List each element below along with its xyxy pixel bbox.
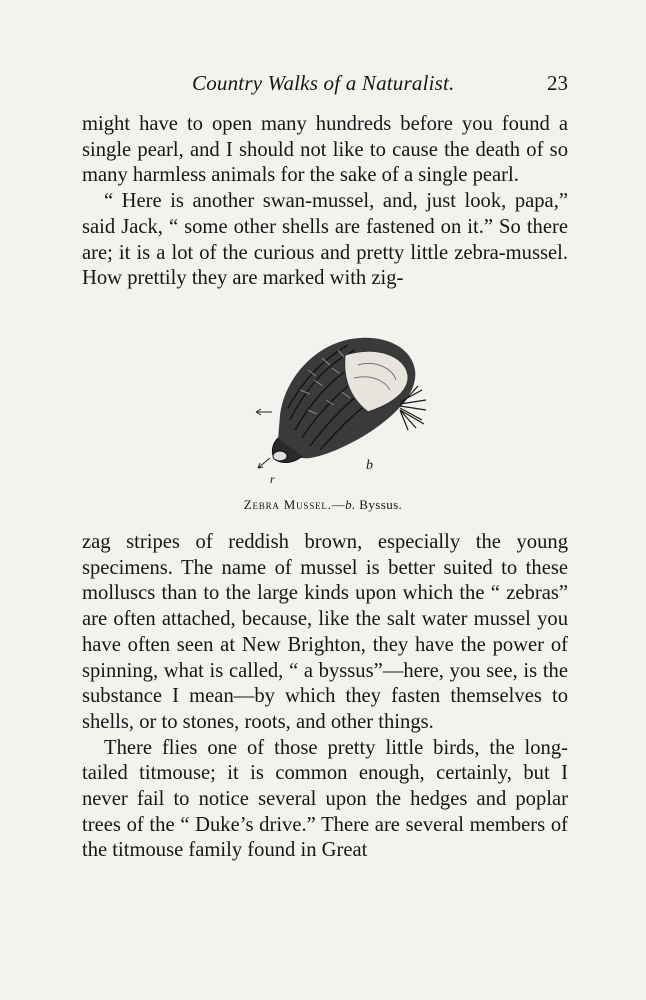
page-number: 23 <box>547 71 568 95</box>
caption-letter: b. <box>345 497 356 512</box>
running-title: Country Walks of a Naturalist. <box>192 71 455 95</box>
paragraph-titmouse: There flies one of those pretty little birds, the long-tailed titmouse; it is common enough, certainly, but I never fail to notice several upon the hedges and poplar trees of the “ Duke’s drive.” There are several members of the titmouse family found in Great <box>82 736 568 862</box>
caption-description: Byssus. <box>355 497 403 512</box>
running-header <box>82 71 568 101</box>
figure-caption <box>0 497 646 513</box>
paragraph-swan-mussel: “ Here is another swan-mussel, and, just look, papa,” said Jack, “ some other shells are fastened on it.” So there are; it is a lot of the curious and pretty little zebra-mussel. How prettily they are marked with zig- <box>82 190 568 290</box>
figure-label-r: r <box>270 472 275 486</box>
paragraph-zebra-stripes: zag stripes of reddish brown, especially the young specimens. The name of mussel is better suited to these molluscs than to the large kinds upon which the “ zebras” are often attached, because, like the salt water mussel you have often seen at New Brighton, they have the power of spinning, what is called, “ a byssus”—here, you see, is the substance I mean—by which they fasten themselves to shells, or to stones, roots, and other things. <box>82 531 568 733</box>
caption-dash: — <box>331 497 346 512</box>
body-text-bottom <box>82 530 568 864</box>
paragraph-continued: might have to open many hundreds before you found a single pearl, and I should not like to cause the death of so many harmless animals for the sake of a single pearl. <box>82 113 568 187</box>
figure-label-b: b <box>366 458 373 473</box>
body-text-top <box>82 112 568 292</box>
caption-name: Zebra Mussel. <box>243 497 332 512</box>
zebra-mussel-illustration <box>250 330 430 480</box>
